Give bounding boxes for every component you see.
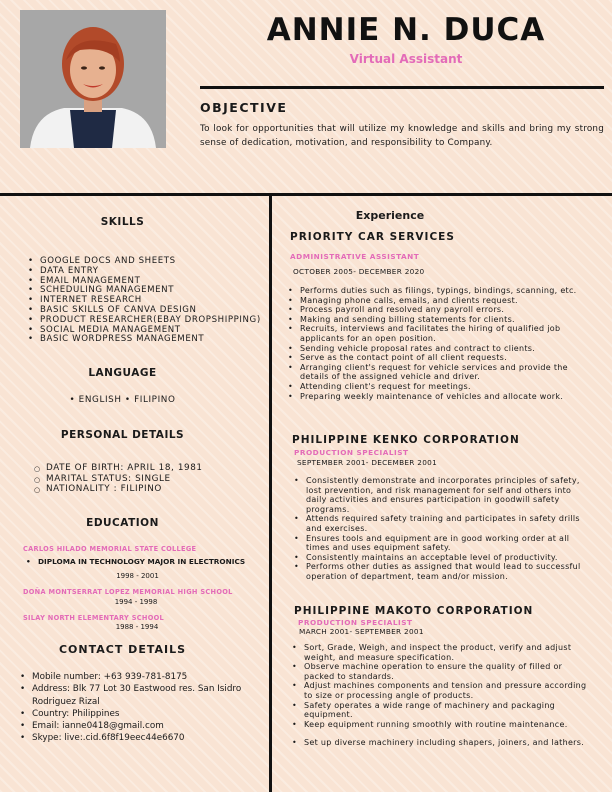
column-divider-vertical [269, 193, 272, 792]
list-item: ○ NATIONALITY : FILIPINO [34, 484, 203, 495]
objective-heading: OBJECTIVE [200, 100, 288, 115]
list-item: • Sort, Grade, Weigh, and inspect the product, verify and adjust weight, and measure specification. [292, 643, 594, 662]
profile-photo [20, 10, 166, 148]
list-item: • Consistently maintains an acceptable level of productivity. [294, 553, 594, 563]
contact-country: • Country: Philippines [20, 708, 260, 720]
list-item: • DATA ENTRY [28, 267, 261, 277]
contact-skype: • Skype: live:.cid.6f8f19eec44e6670 [20, 732, 260, 744]
list-item: • BASIC WORDPRESS MANAGEMENT [28, 335, 261, 345]
job-dates: MARCH 2001- SEPTEMBER 2001 [299, 627, 424, 636]
list-item: • GOOGLE DOCS AND SHEETS [28, 257, 261, 267]
list-item: • Adjust machines components and tension and pressure according to size or processing angle of products. [292, 681, 594, 700]
education-heading: EDUCATION [86, 517, 159, 529]
objective-text: To look for opportunities that will utilize my knowledge and skills and bring my strong sense of dedication, motivation, and responsibility to Company. [200, 124, 604, 148]
job-duties-list [294, 476, 594, 582]
education-school: CARLOS HILADO MEMORIAL STATE COLLEGE [23, 545, 197, 553]
list-item: • Safety operates a wide range of machinery and packaging equipment. [292, 701, 594, 720]
section-divider-horizontal [0, 193, 612, 196]
header-divider [200, 86, 604, 89]
list-item: • Keep equipment running smoothly with routine maintenance. [292, 720, 594, 730]
contact-mobile: • Mobile number: +63 939-781-8175 [20, 671, 260, 683]
contact-address: • Address: Blk 77 Lot 30 Eastwood res. San Isidro Rodriguez Rizal [20, 683, 260, 708]
list-item: • Managing phone calls, emails, and clients request. [288, 296, 594, 306]
job-dates: OCTOBER 2005- DECEMBER 2020 [293, 267, 425, 276]
candidate-name: ANNIE N. DUCA [266, 12, 546, 48]
list-item: • Sending vehicle proposal rates and contract to clients. [288, 344, 594, 354]
education-years: 1988 - 1994 [115, 623, 159, 631]
list-item: • Serve as the contact point of all client requests. [288, 353, 594, 363]
candidate-role: Virtual Assistant [349, 52, 463, 66]
language-list: • ENGLISH • FILIPINO [69, 395, 176, 405]
list-item: • Arranging client's request for vehicle services and provide the details of the assigned vehicle and driver. [288, 363, 594, 382]
list-item: • Performs duties such as filings, typings, bindings, scanning, etc. [288, 286, 594, 296]
list-item: • DIPLOMA IN TECHNOLOGY MAJOR IN ELECTRONICS [26, 557, 245, 566]
person-portrait-icon [20, 10, 166, 148]
experience-heading: Experience [355, 209, 425, 222]
education-school: SILAY NORTH ELEMENTARY SCHOOL [23, 614, 165, 622]
list-item: • EMAIL MANAGEMENT [28, 277, 261, 287]
list-item: • Ensures tools and equipment are in good working order at all times and uses equipment safety. [294, 534, 594, 553]
list-item: • SCHEDULING MANAGEMENT [28, 286, 261, 296]
education-degree [26, 557, 245, 566]
education-years: 1998 - 2001 [116, 572, 159, 580]
list-item: ○ MARITAL STATUS: SINGLE [34, 474, 203, 485]
education-school: DOÑA MONTSERRAT LOPEZ MEMORIAL HIGH SCHOOL [23, 588, 233, 596]
list-item: • Recruits, interviews and facilitates the hiring of qualified job applicants for an open position. [288, 324, 594, 343]
list-item: • Making and sending billing statements for clients. [288, 315, 594, 325]
job-company: PHILIPPINE MAKOTO CORPORATION [294, 605, 534, 617]
list-item: • BASIC SKILLS OF CANVA DESIGN [28, 306, 261, 316]
job-position: PRODUCTION SPECIALIST [298, 618, 413, 627]
list-item: • Preparing weekly maintenance of vehicles and allocate work. [288, 392, 594, 402]
list-item: • Consistently demonstrate and incorporates principles of safety, lost prevention, and risk management for self and others into daily activities and ensures participation in goodwill safety programs. [294, 476, 594, 514]
list-item: • SOCIAL MEDIA MANAGEMENT [28, 326, 261, 336]
list-item: • INTERNET RESEARCH [28, 296, 261, 306]
skills-list [28, 257, 261, 345]
job-company: PRIORITY CAR SERVICES [290, 231, 455, 243]
contact-email: • Email: ianne0418@gmail.com [20, 720, 260, 732]
list-item: • Attending client's request for meetings. [288, 382, 594, 392]
skills-heading: SKILLS [100, 216, 145, 228]
list-item: • Set up diverse machinery including shapers, joiners, and lathers. [292, 738, 594, 748]
language-heading: LANGUAGE [88, 367, 157, 379]
list-item: • Observe machine operation to ensure the quality of filled or packed to standards. [292, 662, 594, 681]
list-item: ○ DATE OF BIRTH: APRIL 18, 1981 [34, 463, 203, 474]
job-company: PHILIPPINE KENKO CORPORATION [292, 434, 520, 446]
job-duties-list [292, 643, 594, 748]
personal-details-list [34, 463, 203, 495]
education-years: 1994 - 1998 [114, 598, 158, 606]
job-position: PRODUCTION SPECIALIST [294, 448, 409, 457]
job-dates: SEPTEMBER 2001- DECEMBER 2001 [297, 458, 438, 467]
list-item: • PRODUCT RESEARCHER(EBAY DROPSHIPPING) [28, 316, 261, 326]
personal-details-heading: PERSONAL DETAILS [60, 429, 185, 441]
contact-heading: CONTACT DETAILS [58, 643, 187, 656]
list-item: • Performs other duties as assigned that would lead to successful operation of department, team and/or mission. [294, 562, 594, 581]
list-item: • Process payroll and resolved any payroll errors. [288, 305, 594, 315]
job-duties-list [288, 286, 594, 401]
job-position: ADMINISTRATIVE ASSISTANT [290, 252, 420, 261]
list-item: • Attends required safety training and participates in safety drills and exercises. [294, 514, 594, 533]
contact-list [20, 671, 260, 745]
